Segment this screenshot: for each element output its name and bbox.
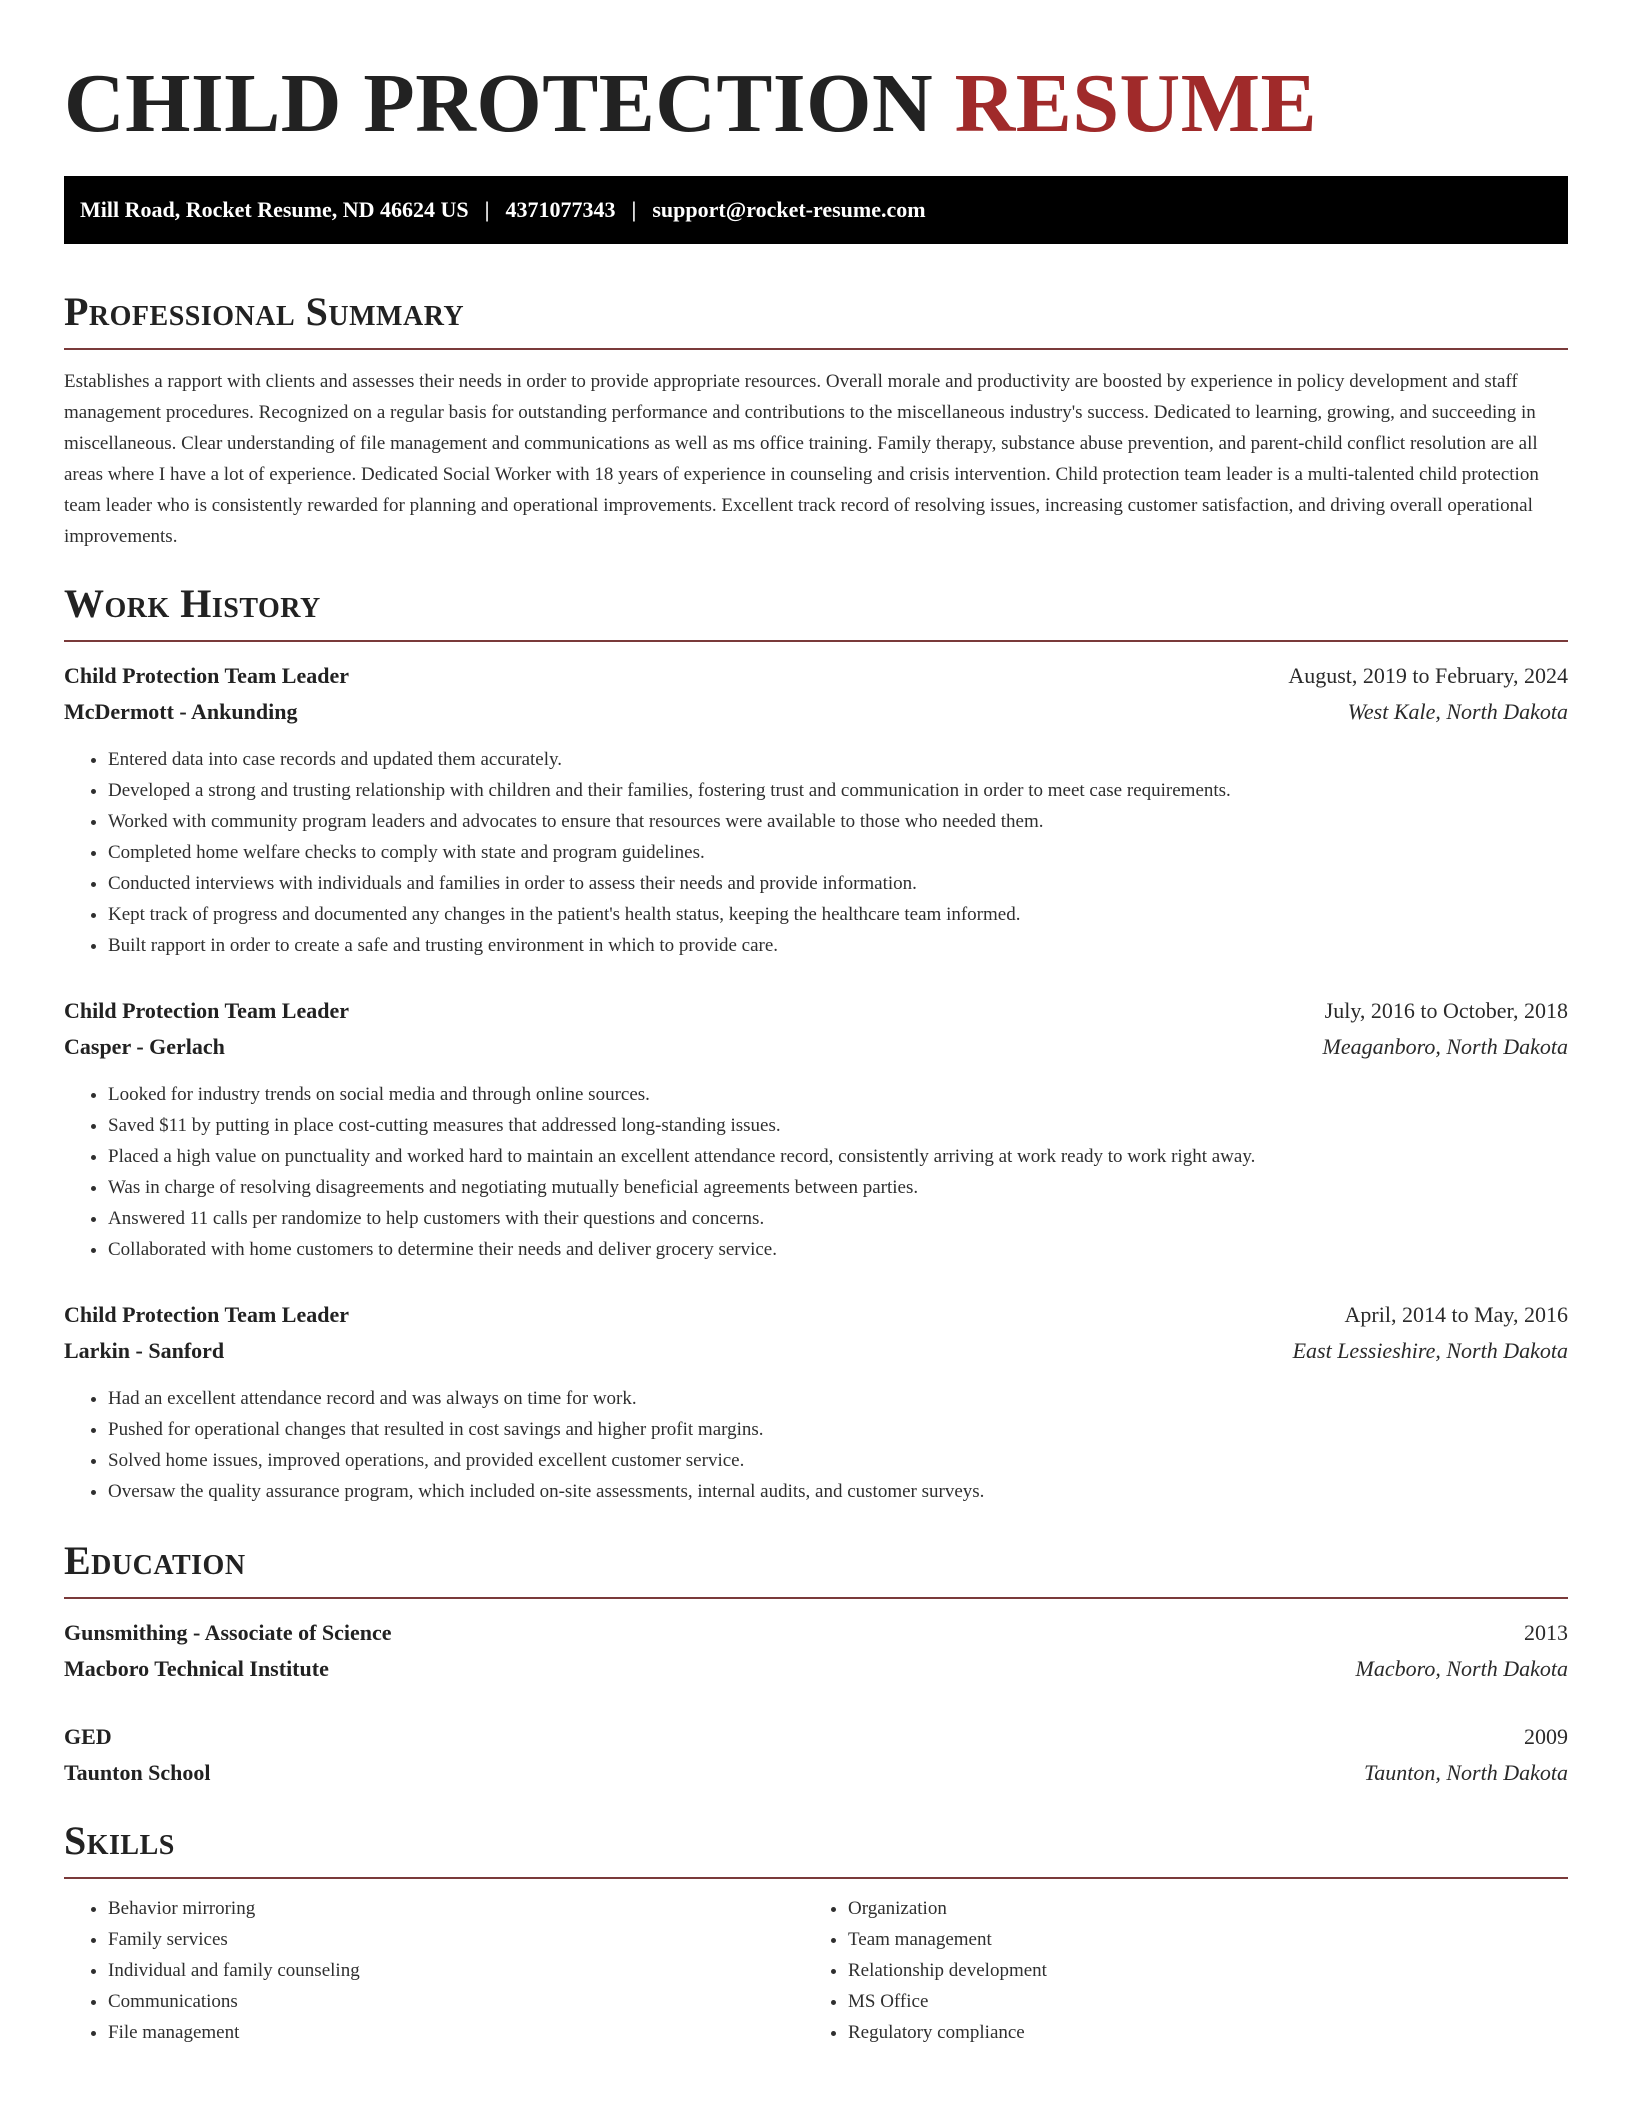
contact-phone: 4371077343 [505, 197, 616, 222]
resume-title [64, 52, 1568, 156]
skills-list-right [804, 1893, 1544, 2048]
education-location: Taunton, North Dakota [1364, 1760, 1568, 1785]
job-title: Child Protection Team Leader [64, 998, 349, 1023]
skill-item: • Communications [108, 1986, 804, 2017]
education-degree-row [64, 1719, 1568, 1755]
skill-item: • Organization [848, 1893, 1544, 1924]
job-bullet: • Looked for industry trends on social media and through online sources. [108, 1079, 1568, 1110]
education-degree-row [64, 1615, 1568, 1651]
job-entry [64, 1297, 1568, 1507]
job-bullet: • Was in charge of resolving disagreements and negotiating mutually beneficial agreements between parties. [108, 1172, 1568, 1203]
summary-text: Establishes a rapport with clients and assesses their needs in order to provide appropriate resources. Overall morale and productivity are boosted by experience in policy development and staff management procedures. Recognized on a regular basis for outstanding performance and contributions to the miscellaneous industry's success. Dedicated to learning, growing, and succeeding in miscellaneous. Clear understanding of file management and communications as well as ms office training. Family therapy, substance abuse prevention, and parent-child conflict resolution are all areas where I have a lot of experience. Dedicated Social Worker with 18 years of experience in counseling and crisis intervention. Child protection team leader is a multi-talented child protection team leader who is consistently rewarded for planning and operational improvements. Excellent track record of resolving issues, increasing customer satisfaction, and driving overall operational improvements. [64, 371, 1539, 547]
contact-address: Mill Road, Rocket Resume, ND 46624 US [80, 197, 469, 222]
job-bullet: • Had an excellent attendance record and was always on time for work. [108, 1383, 1568, 1414]
skill-item: • Behavior mirroring [108, 1893, 804, 1924]
education-degree: Gunsmithing - Associate of Science [64, 1620, 392, 1645]
job-company: Casper - Gerlach [64, 1034, 225, 1059]
contact-email: support@rocket-resume.com [652, 197, 926, 222]
education-heading: Education [64, 1538, 246, 1583]
section-divider [64, 348, 1568, 350]
job-bullet: • Answered 11 calls per randomize to help customers with their questions and concerns. [108, 1203, 1568, 1234]
job-entry [64, 993, 1568, 1265]
job-location: West Kale, North Dakota [1347, 699, 1568, 724]
job-company: Larkin - Sanford [64, 1338, 225, 1363]
contact-separator: | [484, 197, 490, 222]
contact-separator: | [631, 197, 637, 222]
job-header-row [64, 1297, 1568, 1333]
summary-section [64, 288, 1568, 552]
education-school: Taunton School [64, 1760, 211, 1785]
job-bullet: • Collaborated with home customers to determine their needs and deliver grocery service. [108, 1234, 1568, 1265]
education-entry [64, 1615, 1568, 1687]
job-location: Meaganboro, North Dakota [1322, 1034, 1568, 1059]
education-section [64, 1537, 1568, 1791]
work-history-heading: Work History [64, 581, 321, 626]
job-title: Child Protection Team Leader [64, 663, 349, 688]
job-bullets [64, 1383, 1568, 1507]
job-bullet: • Solved home issues, improved operations, and provided excellent customer service. [108, 1445, 1568, 1476]
job-location: East Lessieshire, North Dakota [1292, 1338, 1568, 1363]
job-title: Child Protection Team Leader [64, 1302, 349, 1327]
skill-item: • Team management [848, 1924, 1544, 1955]
job-bullet: • Pushed for operational changes that resulted in cost savings and higher profit margins. [108, 1414, 1568, 1445]
summary-heading: Professional Summary [64, 289, 465, 334]
skill-item: • Individual and family counseling [108, 1955, 804, 1986]
job-bullet: • Entered data into case records and updated them accurately. [108, 744, 1568, 775]
skill-item: • Regulatory compliance [848, 2017, 1544, 2048]
section-divider [64, 1877, 1568, 1879]
resume-title-accent: RESUME [954, 57, 1318, 150]
education-location: Macboro, North Dakota [1355, 1656, 1568, 1681]
education-degree: GED [64, 1724, 112, 1749]
skill-item: • Relationship development [848, 1955, 1544, 1986]
work-history-section [64, 580, 1568, 1507]
section-divider [64, 640, 1568, 642]
education-entry [64, 1719, 1568, 1791]
skill-item: • MS Office [848, 1986, 1544, 2017]
section-divider [64, 1597, 1568, 1599]
job-bullet: • Kept track of progress and documented any changes in the patient's health status, keeping the healthcare team informed. [108, 899, 1568, 930]
job-company: McDermott - Ankunding [64, 699, 298, 724]
job-bullet: • Worked with community program leaders and advocates to ensure that resources were available to those who needed them. [108, 806, 1568, 837]
job-company-row [64, 694, 1568, 730]
education-year: 2013 [1524, 1620, 1568, 1645]
education-school: Macboro Technical Institute [64, 1656, 329, 1681]
job-bullets [64, 1079, 1568, 1265]
job-company-row [64, 1029, 1568, 1065]
job-bullet: • Completed home welfare checks to comply with state and program guidelines. [108, 837, 1568, 868]
job-bullet: • Built rapport in order to create a safe and trusting environment in which to provide care. [108, 930, 1568, 961]
education-year: 2009 [1524, 1724, 1568, 1749]
job-dates: April, 2014 to May, 2016 [1344, 1302, 1568, 1327]
job-header-row [64, 658, 1568, 694]
skills-heading: Skills [64, 1818, 175, 1863]
job-header-row [64, 993, 1568, 1029]
job-dates: August, 2019 to February, 2024 [1288, 663, 1568, 688]
job-bullet: • Oversaw the quality assurance program, which included on-site assessments, internal audits, and customer surveys. [108, 1476, 1568, 1507]
education-school-row [64, 1755, 1568, 1791]
skill-item: • Family services [108, 1924, 804, 1955]
skills-list-left [64, 1893, 804, 2048]
job-bullets [64, 744, 1568, 961]
skills-columns [64, 1893, 1568, 2048]
job-entry [64, 658, 1568, 961]
education-school-row [64, 1651, 1568, 1687]
job-bullet: • Conducted interviews with individuals and families in order to assess their needs and provide information. [108, 868, 1568, 899]
skill-item: • File management [108, 2017, 804, 2048]
job-bullet: • Saved $11 by putting in place cost-cutting measures that addressed long-standing issues. [108, 1110, 1568, 1141]
skills-section [64, 1817, 1568, 2048]
job-company-row [64, 1333, 1568, 1369]
contact-bar [64, 176, 1568, 244]
job-bullet: • Developed a strong and trusting relationship with children and their families, fostering trust and communication in order to meet case requirements. [108, 775, 1568, 806]
resume-title-main: CHILD PROTECTION [64, 57, 934, 150]
job-bullet: • Placed a high value on punctuality and worked hard to maintain an excellent attendance record, consistently arriving at work ready to work right away. [108, 1141, 1568, 1172]
job-dates: July, 2016 to October, 2018 [1324, 998, 1568, 1023]
